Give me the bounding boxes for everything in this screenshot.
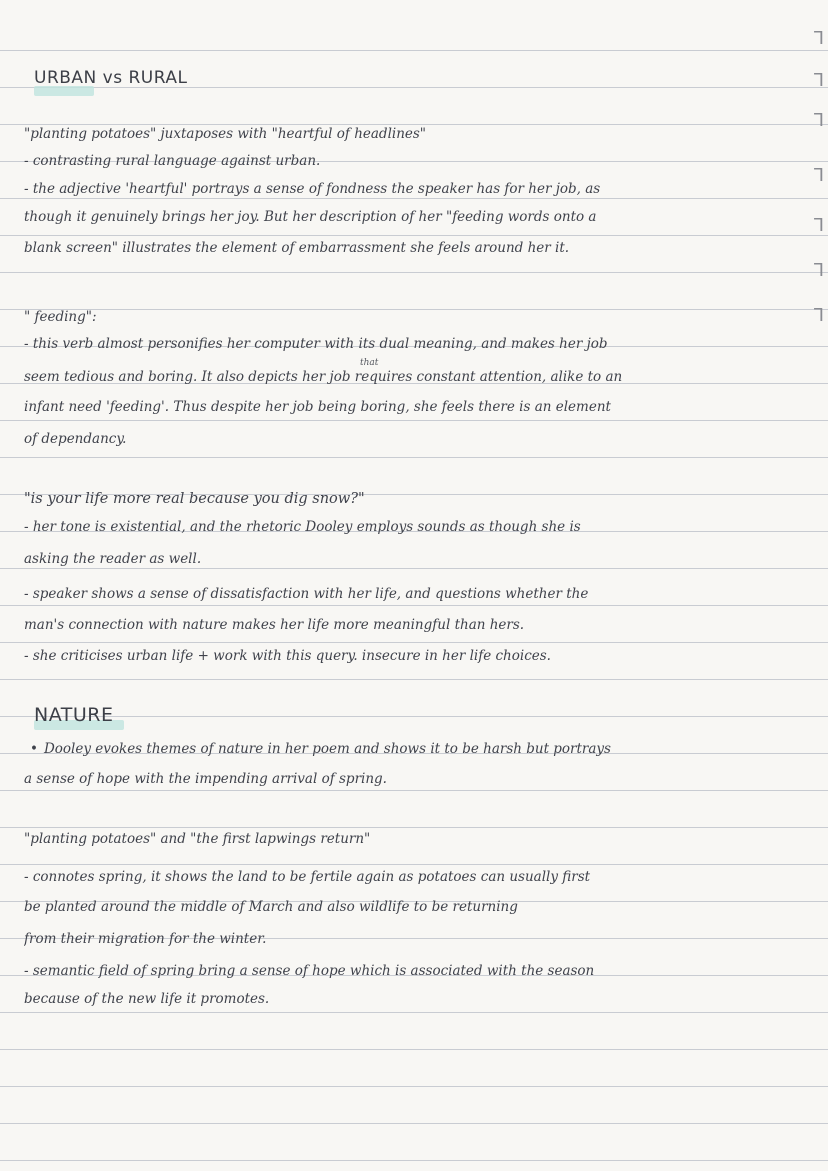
insertion-note: that [360,358,379,368]
nature-text: Dooley evokes themes of nature in her poem and shows it to be harsh but portrays [43,741,611,757]
section1-line: blank screen" illustrates the element of embarrassment she feels around her it. [24,240,570,256]
nature-line: a sense of hope with the impending arrival of spring. [24,771,387,787]
heading-nature: NATURE [34,704,114,726]
bullet-point: • [30,741,38,757]
section3-line: asking the reader as well. [24,551,202,567]
section3-quote: "is your life more real because you dig snow?" [24,491,365,507]
heading-urban-rural: URBAN vs RURAL [34,68,188,88]
section3-line: - she criticises urban life + work with this query. insecure in her life choices. [24,648,551,664]
section1-quote: "planting potatoes" juxtaposes with "heartful of headlines" [24,126,427,142]
margin-mark: ꓶ [813,110,824,131]
margin-mark: ꓶ [813,305,824,326]
section4-quote: "planting potatoes" and "the first lapwings return" [24,831,371,847]
section2-line: of dependancy. [24,431,127,447]
section3-line: - her tone is existential, and the rhetoric Dooley employs sounds as though she is [24,519,581,535]
margin-mark: ꓶ [813,70,824,91]
section1-line: though it genuinely brings her joy. But her description of her "feeding words onto a [24,209,597,225]
section2-line: infant need 'feeding'. Thus despite her job being boring, she feels there is an element [24,399,611,415]
section4-line: because of the new life it promotes. [24,991,270,1007]
section2-line: seem tedious and boring. It also depicts her job requires constant attention, alike to an [24,369,623,385]
margin-mark: ꓶ [813,28,824,49]
section3-line: - speaker shows a sense of dissatisfaction with her life, and questions whether the [24,586,589,602]
margin-mark: ꓶ [813,215,824,236]
section4-line: - semantic field of spring bring a sense of hope which is associated with the season [24,963,595,979]
section3-line: man's connection with nature makes her life more meaningful than hers. [24,617,525,633]
margin-mark: ꓶ [813,165,824,186]
section4-line: be planted around the middle of March and also wildlife to be returning [24,899,518,915]
section1-line: - the adjective 'heartful' portrays a sense of fondness the speaker has for her job, as [24,181,601,197]
section4-line: - connotes spring, it shows the land to be fertile again as potatoes can usually first [24,869,591,885]
nature-line [30,740,788,758]
margin-mark: ꓶ [813,260,824,281]
section2-line: - this verb almost personifies her computer with its dual meaning, and makes her job [24,336,608,352]
section1-line: - contrasting rural language against urban. [24,153,321,169]
section4-line: from their migration for the winter. [24,931,267,947]
section2-quote: " feeding": [24,309,97,325]
